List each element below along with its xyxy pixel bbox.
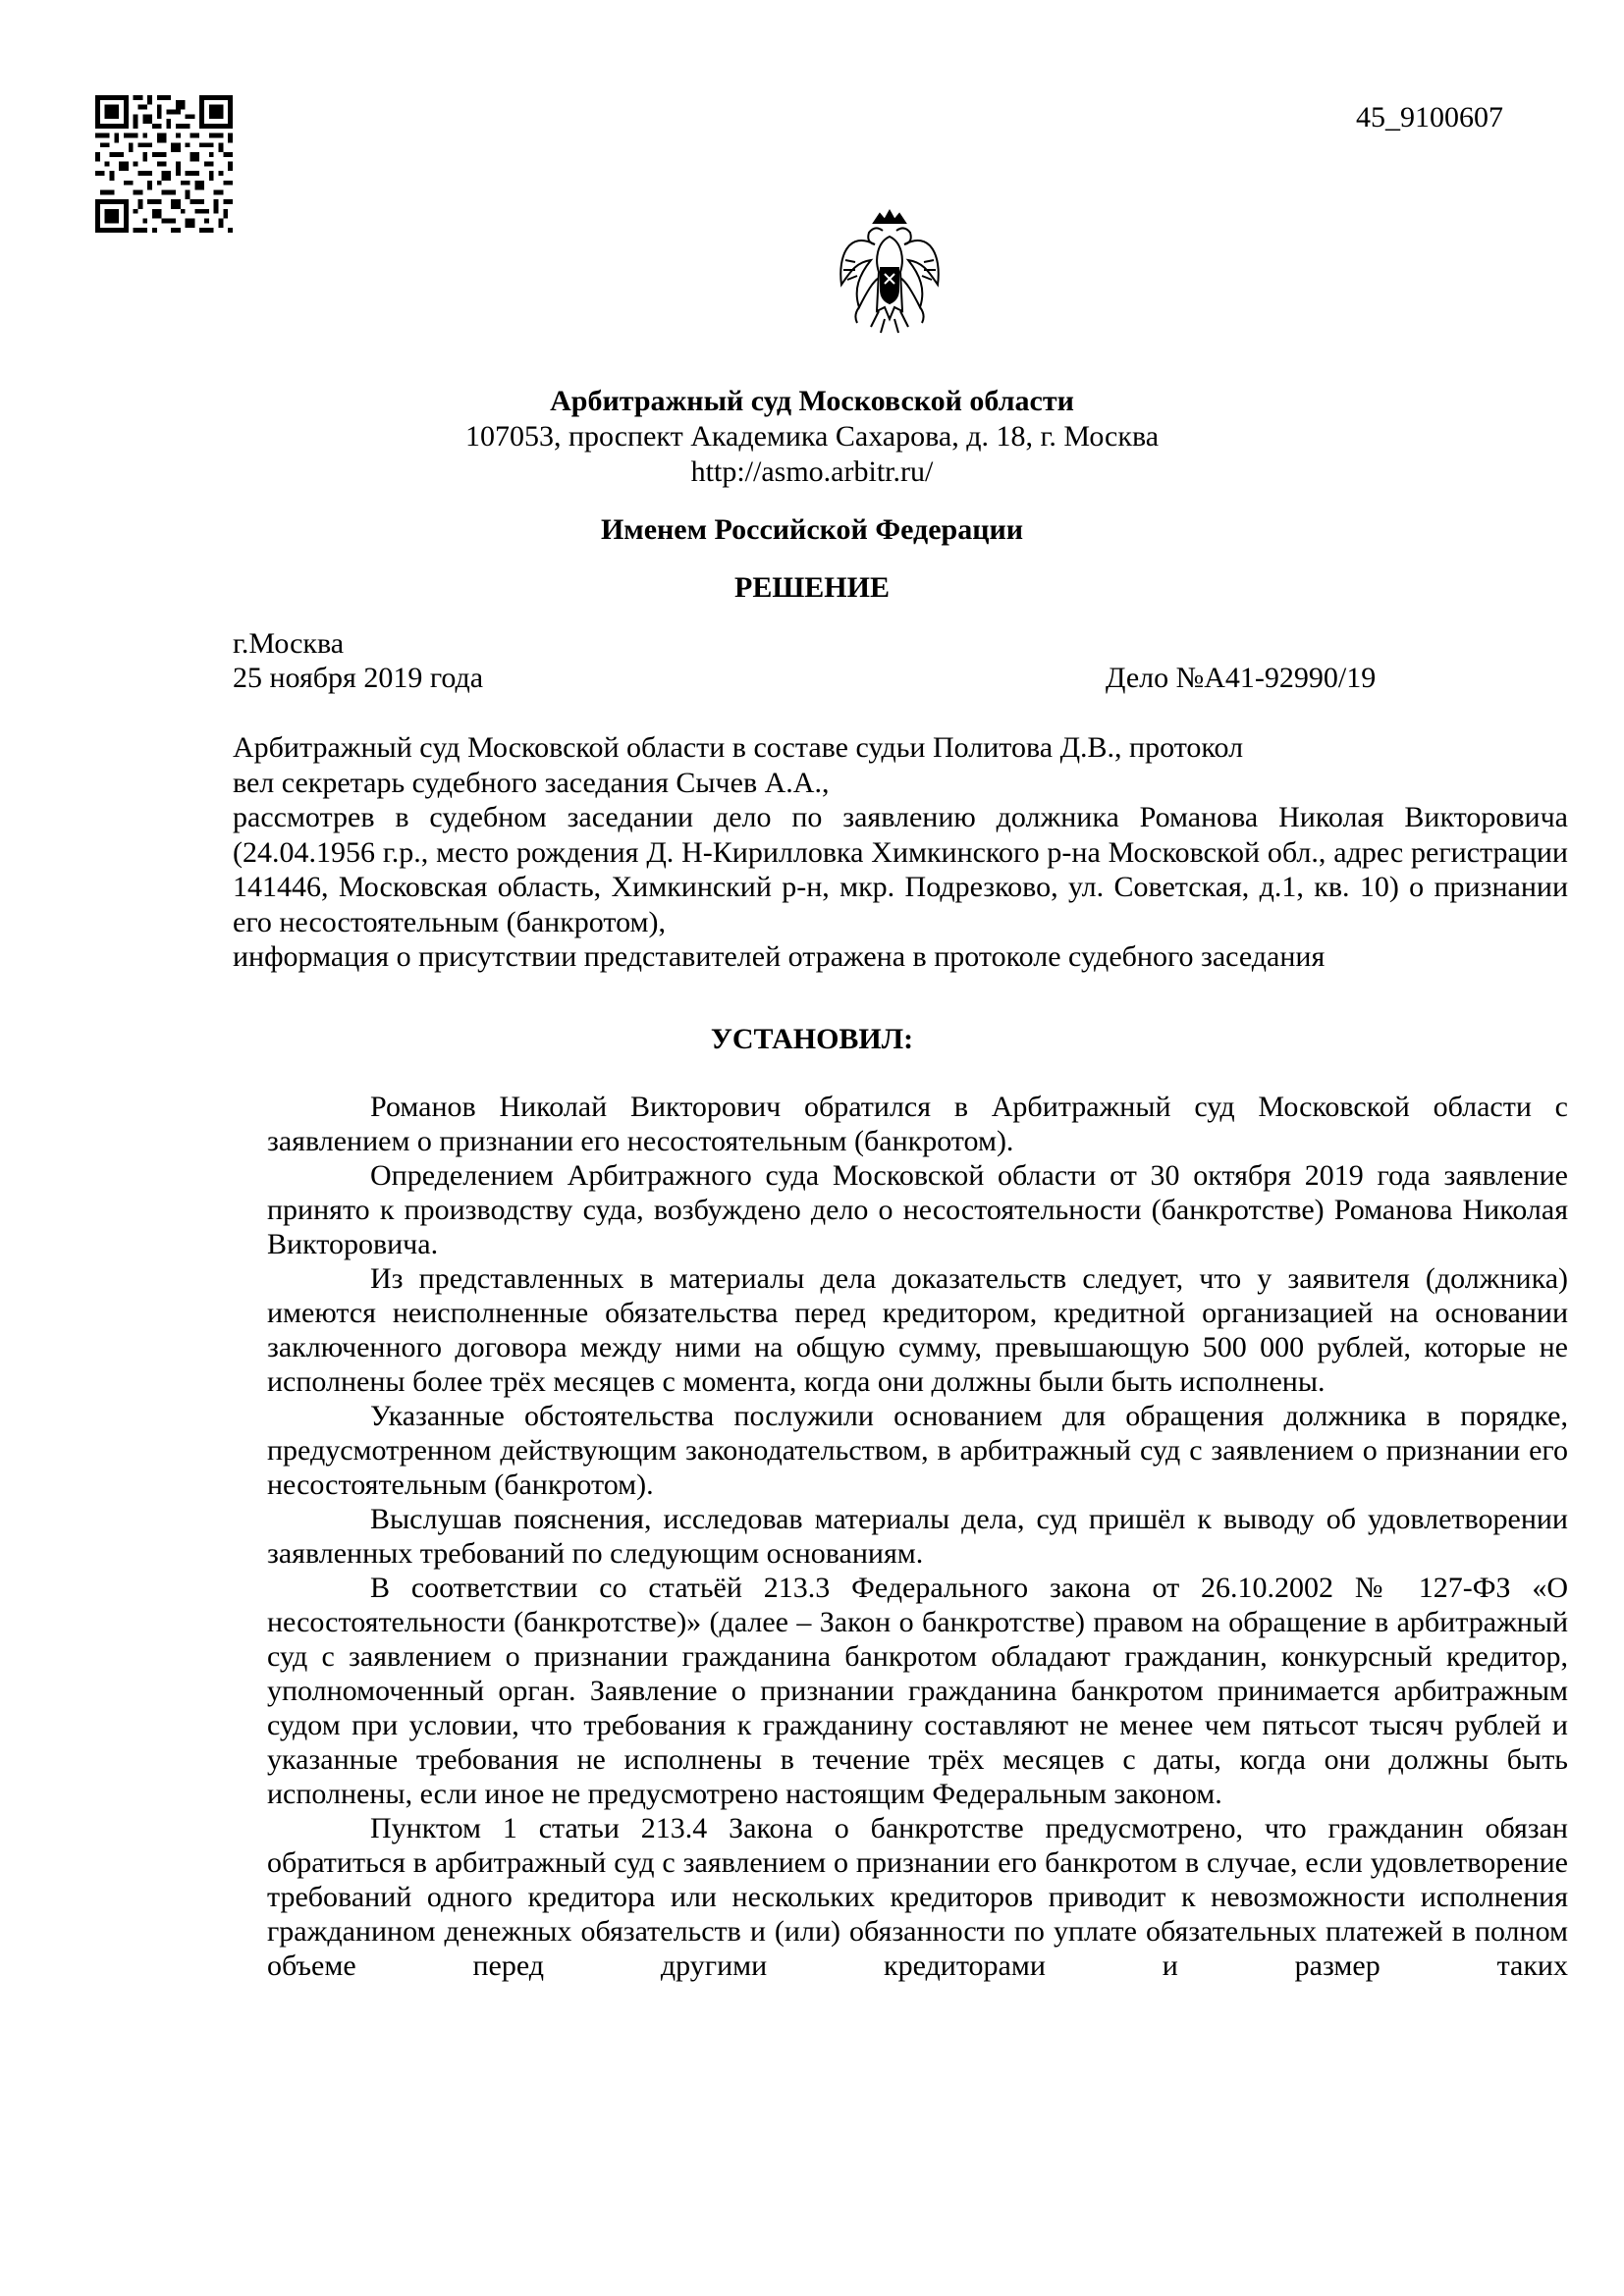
document-number: 45_9100607 [1356,101,1503,133]
coat-of-arms-emblem [830,201,949,339]
body-paragraph: В соответствии со статьёй 213.3 Федерального закона от 26.10.2002 № 127-ФЗ «О несостоятельности (банкротстве)» (далее – Закон о банкротстве) правом на обращение в арбитражный суд с заявлением о признании гражданина банкротом обладают гражданин, конкурсный кредитор, уполномоченный орган. Заявление о признании гражданина банкротом принимается арбитражным судом при условии, что требования к гражданину составляют не менее чем пятьсот тысяч рублей и указанные требования не исполнены в течение трёх месяцев с даты, когда они должны быть исполнены, если иное не предусмотрено настоящим Федеральным законом. [267,1572,1568,1810]
case-number: Дело №А41-92990/19 [1106,662,1377,694]
in-the-name-heading: Именем Российской Федерации [600,513,1024,546]
body-paragraph: Из представленных в материалы дела доказательств следует, что у заявителя (должника) имеются неисполненные обязательства перед кредитором, кредитной организацией на основании заключенного договора между ними на общую сумму, превышающую 500 000 рублей, которые не исполнены более трёх месяцев с момента, когда они должны были быть исполнены. [267,1262,1568,1398]
body-paragraph: Романов Николай Викторович обратился в Арбитражный суд Московской области с заявлением о признании его несостоятельным (банкротом). [267,1091,1568,1157]
intro-line: Арбитражный суд Московской области в составе судьи Политова Д.В., протокол [233,731,1244,764]
intro-line: информация о присутствии представителей отражена в протоколе судебного заседания [233,940,1326,973]
body-paragraph: Пунктом 1 статьи 213.4 Закона о банкротстве предусмотрено, что гражданин обязан обратиться в арбитражный суд с заявлением о признании его банкротом в случае, если удовлетворение требований одного кредитора или нескольких кредиторов приводит к невозможности исполнения гражданином денежных обязательств и (или) обязанности по уплате обязательных платежей в полном объеме перед другими кредиторами и размер таких [267,1812,1568,1982]
city: г.Москва [233,627,345,660]
body-paragraph: Выслушав пояснения, исследовав материалы дела, суд пришёл к выводу об удовлетворении заявленных требований по следующим основаниям. [267,1503,1568,1570]
qr-code [95,95,233,233]
intro-line: рассмотрев в судебном заседании дело по заявлению должника Романова Николая Викторовича (24.04.1956 г.р., место рождения Д. Н-Кирилловка Химкинского р-на Московской обл., адрес регистрации 141446, Московская область, Химкинский р-н, мкр. Подрезково, ул. Советская, д.1, кв. 10) о признании его несостоятельным (банкротом), [233,801,1568,938]
body-paragraph: Указанные обстоятельства послужили основанием для обращения должника в порядке, предусмотренном действующим законодательством, в арбитражный суд с заявлением о признании его несостоятельным (банкротом). [267,1400,1568,1501]
decision-title: РЕШЕНИЕ [734,571,890,604]
court-address: 107053, проспект Академика Сахарова, д. 18, г. Москва [464,420,1160,453]
court-name: Арбитражный суд Московской области [550,385,1074,417]
body-paragraph: Определением Арбитражного суда Московской области от 30 октября 2019 года заявление принято к производству суда, возбуждено дело о несостоятельности (банкротстве) Романова Николая Викторовича. [267,1159,1568,1260]
decision-date: 25 ноября 2019 года [233,662,484,694]
intro-line: вел секретарь судебного заседания Сычев А.А., [233,766,830,799]
intro-block [233,730,1568,975]
decision-body [267,1090,1568,1983]
court-website: http://asmo.arbitr.ru/ [690,455,934,488]
section-title: УСТАНОВИЛ: [710,1023,914,1055]
